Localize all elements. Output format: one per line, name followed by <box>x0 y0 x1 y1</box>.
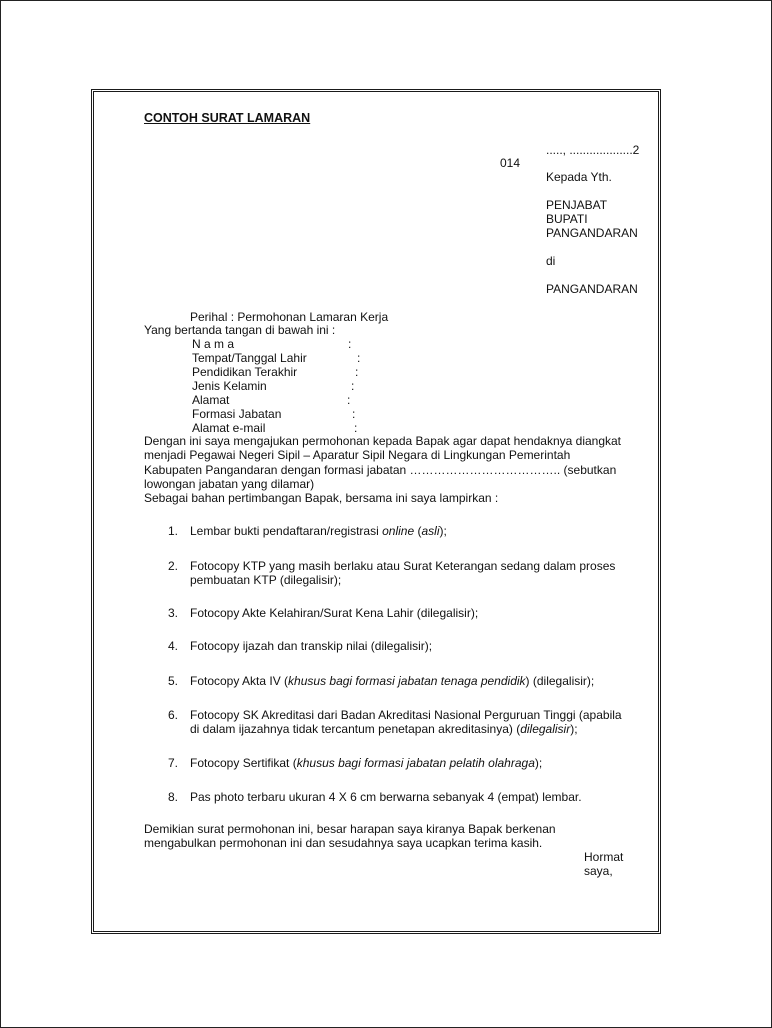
list-number: 5. <box>167 674 178 688</box>
recipient-place: PANGANDARAN <box>546 282 638 296</box>
closing-hormat: Hormat <box>584 850 624 864</box>
field-label: Alamat e-mail <box>192 421 266 435</box>
list-text: Fotocopy Sertifikat ( <box>190 756 297 770</box>
list-text-italic: asli <box>421 524 440 538</box>
field-colon: : <box>347 393 351 407</box>
list-item-2-line-1: Fotocopy KTP yang masih berlaku atau Surat Keterangan sedang dalam proses <box>190 559 616 573</box>
list-text: Lembar bukti pendaftaran/registrasi <box>190 524 383 538</box>
list-text-italic: online <box>382 524 415 538</box>
list-text: Fotocopy Akta IV ( <box>190 674 289 688</box>
field-colon: : <box>348 337 352 351</box>
year-suffix: 014 <box>500 156 521 170</box>
list-item-6-line-2 <box>190 722 578 736</box>
list-item-1 <box>190 524 447 538</box>
list-item-4: Fotocopy ijazah dan transkip nilai (dilegalisir); <box>190 639 433 653</box>
date-line: ....., ...................2 <box>546 143 640 157</box>
closing-saya: saya, <box>584 864 613 878</box>
field-label: Alamat <box>192 393 230 407</box>
list-number: 8. <box>167 790 178 804</box>
list-item-7 <box>190 756 542 770</box>
list-text-italic: khusus bagi formasi jabatan pelatih olahraga <box>296 756 535 770</box>
list-text: ( <box>414 524 422 538</box>
recipient-line-3: PANGANDARAN <box>546 226 638 240</box>
list-number: 3. <box>167 606 178 620</box>
list-number: 7. <box>167 756 178 770</box>
body-line-1: Dengan ini saya mengajukan permohonan kepada Bapak agar dapat hendaknya diangkat <box>144 434 622 448</box>
field-colon: : <box>351 379 355 393</box>
body-line-4: lowongan jabatan yang dilamar) <box>144 477 315 491</box>
recipient-di: di <box>546 254 556 268</box>
field-label: Jenis Kelamin <box>192 379 267 393</box>
list-item-2-line-2: pembuatan KTP (dilegalisir); <box>190 573 342 587</box>
list-item-8: Pas photo terbaru ukuran 4 X 6 cm berwarna sebanyak 4 (empat) lembar. <box>190 790 582 804</box>
list-text: ); <box>439 524 447 538</box>
perihal: Perihal : Permohonan Lamaran Kerja <box>190 310 389 324</box>
recipient-line-1: PENJABAT <box>546 198 608 212</box>
intro-line: Yang bertanda tangan di bawah ini : <box>144 323 336 337</box>
list-text-italic: khusus bagi formasi jabatan tenaga pendidik <box>288 674 526 688</box>
body-line-3: Kabupaten Pangandaran dengan formasi jabatan ……………………………….. (sebutkan <box>144 463 617 477</box>
field-colon: : <box>354 421 358 435</box>
list-text: ); <box>570 722 578 736</box>
field-label: Pendidikan Terakhir <box>192 365 298 379</box>
document-title: CONTOH SURAT LAMARAN <box>144 111 311 125</box>
field-colon: : <box>352 407 356 421</box>
list-text: di dalam ijazahnya tidak tercantum penetapan akreditasinya) ( <box>190 722 521 736</box>
body-line-2: menjadi Pegawai Negeri Sipil – Aparatur Sipil Negara di Lingkungan Pemerintah <box>144 448 571 462</box>
list-number: 1. <box>167 524 178 538</box>
kepada-yth: Kepada Yth. <box>546 170 612 184</box>
closing-line-1: Demikian surat permohonan ini, besar harapan saya kiranya Bapak berkenan <box>144 822 556 836</box>
body-line-5: Sebagai bahan pertimbangan Bapak, bersama ini saya lampirkan : <box>144 491 499 505</box>
list-item-6-line-1: Fotocopy SK Akreditasi dari Badan Akreditasi Nasional Perguruan Tinggi (apabila <box>190 708 622 722</box>
field-colon: : <box>355 365 359 379</box>
list-text: ); <box>534 756 543 770</box>
list-item-5 <box>190 674 594 688</box>
recipient-line-2: BUPATI <box>546 212 588 226</box>
field-colon: : <box>357 351 361 365</box>
list-item-3: Fotocopy Akte Kelahiran/Surat Kena Lahir (dilegalisir); <box>190 606 479 620</box>
list-text-italic: dilegalisir <box>520 722 571 736</box>
field-label: Formasi Jabatan <box>192 407 282 421</box>
list-number: 6. <box>167 708 178 722</box>
closing-line-2: mengabulkan permohonan ini dan sesudahnya saya ucapkan terima kasih. <box>144 836 543 850</box>
field-label: Tempat/Tanggal Lahir <box>192 351 307 365</box>
list-text: ) (dilegalisir); <box>525 674 595 688</box>
field-label: N a m a <box>192 337 235 351</box>
list-number: 4. <box>167 639 178 653</box>
list-number: 2. <box>167 559 178 573</box>
